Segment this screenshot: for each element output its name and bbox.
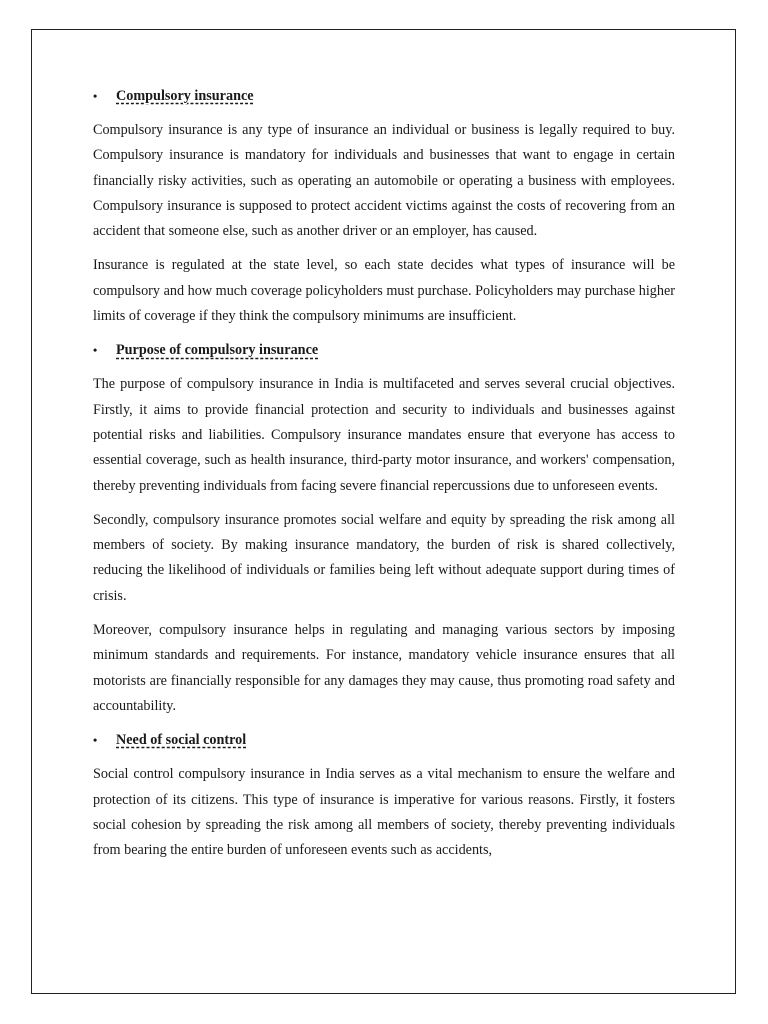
paragraph: Social control compulsory insurance in India serves as a vital mechanism to ensure the welfare and protection of its citizens. This type of insurance is imperative for various reasons. Firstly, it fosters social cohesion by spreading the risk among all members of society, thereby preventing individuals from bearing the entire burden of unforeseen events such as accidents, xyxy=(93,766,675,859)
bullet-icon: • xyxy=(93,343,98,358)
section-compulsory-insurance xyxy=(93,84,675,329)
section-need-of-social-control xyxy=(93,728,675,863)
section-heading xyxy=(93,728,675,753)
paragraph: Secondly, compulsory insurance promotes social welfare and equity by spreading the risk among all members of society. By making insurance mandatory, the burden of risk is shared collectively, reducing the likelihood of individuals or families being left without adequate support during times of crisis. xyxy=(93,511,675,604)
section-heading xyxy=(93,338,675,363)
heading-text: Purpose of compulsory insurance xyxy=(116,342,319,359)
heading-text: Need of social control xyxy=(116,732,247,749)
section-purpose xyxy=(93,338,675,719)
bullet-icon: • xyxy=(93,733,98,748)
heading-text: Compulsory insurance xyxy=(116,88,254,104)
section-heading xyxy=(93,84,675,109)
paragraph: The purpose of compulsory insurance in India is multifaceted and serves several crucial objectives. Firstly, it aims to provide financial protection and security to individuals and businesses against potential risks and liabilities. Compulsory insurance mandates ensure that everyone has access to essential coverage, such as health insurance, third-party motor insurance, and workers' compensation, thereby preventing individuals from facing severe financial repercussions due to unforeseen events. xyxy=(93,376,675,494)
document-body xyxy=(93,84,675,872)
paragraph: Insurance is regulated at the state level, so each state decides what types of insurance will be compulsory and how much coverage policyholders must purchase. Policyholders may purchase higher limits of coverage if they think the compulsory minimums are insufficient. xyxy=(93,257,675,325)
bullet-icon: • xyxy=(93,89,98,103)
paragraph: Moreover, compulsory insurance helps in regulating and managing various sectors by imposing minimum standards and requirements. For instance, mandatory vehicle insurance ensures that all motorists are financially responsible for any damages they may cause, thus promoting road safety and accountability. xyxy=(93,622,675,714)
paragraph: Compulsory insurance is any type of insurance an individual or business is legally required to buy. Compulsory insurance is mandatory for individuals and businesses that want to engage in certain financially risky activities, such as operating an automobile or operating a business with employees. Compulsory insurance is supposed to protect accident victims against the costs of recovering from an accident that someone else, such as another driver or an employer, has caused. xyxy=(93,122,675,240)
